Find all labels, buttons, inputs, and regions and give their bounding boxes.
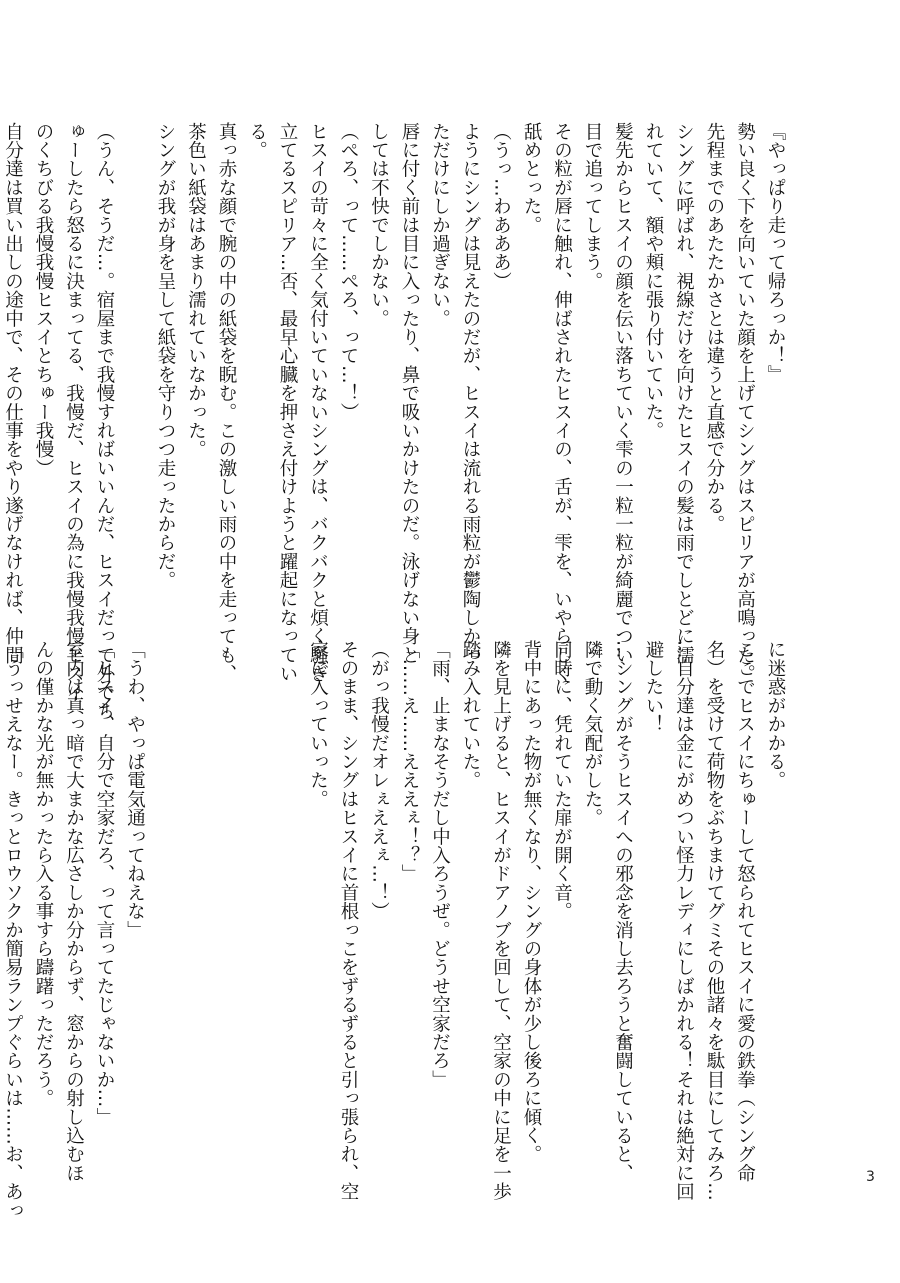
- upper-line: 『やっぱり走って帰ろっか！』: [765, 122, 786, 384]
- upper-line: [119, 122, 150, 622]
- upper-line: 髪先からヒスイの顔を伝い落ちていく雫の一粒一粒が綺麗でつい: [612, 122, 634, 665]
- lower-line: …自分達は金にがめつい怪力レディにしばかれる！それは絶対に回: [673, 640, 695, 1201]
- upper-line: シングに呼ばれ、視線だけを向けたヒスイの髪は雨でしとどに濡: [673, 122, 695, 665]
- lower-line: 「ヒスイ、自分で空家だろ、って言ってたじゃないか…」: [94, 640, 115, 1127]
- upper-line: ゅーしたら怒るに決まってる、我慢だ、ヒスイの為に我慢我慢ヒスイ: [63, 122, 85, 702]
- lower-line: [241, 640, 272, 1160]
- upper-line: れていて、額や頬に張り付いていた。: [643, 122, 664, 440]
- lower-line: に迷惑がかかる。: [765, 640, 786, 790]
- lower-line: 家に入っていった。: [307, 640, 329, 809]
- upper-line: 舐めとった。: [521, 122, 542, 235]
- lower-line: 名）を受けて荷物をぶちまけてグミその他諸々を駄目にしてみろ…: [704, 640, 725, 1201]
- upper-line: （ぺろ、って……ぺろ、って…！）: [338, 122, 359, 422]
- lower-line: （がっ我慢だオレぇええぇ…！）: [368, 640, 390, 921]
- upper-line: ようにシングは見えたのだが、ヒスイは流れる雨粒が鬱陶しかっ: [460, 122, 481, 665]
- lower-line: [180, 640, 211, 1160]
- upper-line: 唇に付く前は目に入ったり、鼻で吸いかけたのだ。泳げない身と: [399, 122, 420, 665]
- upper-line: 勢い良く下を向いていた顔を上げてシングはスピリアが高鳴った。: [734, 122, 756, 683]
- upper-line: その粒が唇に触れ、伸ばされたヒスイの、舌が、雫を、いやらしく: [551, 122, 573, 683]
- lower-line: ここでヒスイにちゅーして怒られてヒスイに愛の鉄拳（シング命: [734, 640, 756, 1183]
- lower-line: [272, 640, 303, 1160]
- upper-line: しては不快でしかない。: [368, 122, 390, 328]
- lower-line: 「雨、止まなそうだし中入ろうぜ。どうせ空家だろ」: [429, 640, 451, 1089]
- upper-line: 先程までのあたたかさとは違うと直感で分かる。: [704, 122, 725, 534]
- upper-line: 自分達は買い出しの途中で、その仕事をやり遂げなければ、仲間: [2, 122, 24, 665]
- lower-line: 「……え……えええぇ！？」: [399, 640, 420, 884]
- upper-line: 真っ赤な顔で腕の中の紙袋を睨む。この激しい雨の中を走っても、: [216, 122, 237, 683]
- lower-line: 室内は真っ暗で大まかな広さしか分からず、窓からの射し込むほ: [63, 640, 85, 1183]
- lower-line: 隣で動く気配がした。: [582, 640, 603, 827]
- upper-line: ただけにしか過ぎない。: [429, 122, 451, 328]
- lower-line: 同時に、凭れていた扉が開く音。: [551, 640, 573, 921]
- lower-line: …シングがそうヒスイへの邪念を消し去ろうと奮闘していると、: [612, 640, 634, 1183]
- lower-line: 避したい！: [643, 640, 664, 734]
- upper-line: 目で追ってしまう。: [582, 122, 603, 291]
- lower-line: [150, 640, 181, 1160]
- lower-text-block: [0, 640, 790, 1220]
- lower-line: 「うわ、やっぱ電気通ってねえな」: [124, 640, 146, 940]
- upper-line: る。: [246, 122, 268, 160]
- page-number: 3: [866, 1169, 875, 1185]
- lower-line: 踏み入れていた。: [460, 640, 481, 790]
- lower-line: [211, 640, 242, 1160]
- lower-line: 「うっせえなー。きっとロウソクか簡易ランプぐらいは……お、あっ: [2, 640, 24, 1220]
- lower-line: 背中にあった物が無くなり、シングの身体が少し後ろに傾く。: [521, 640, 542, 1164]
- upper-line: 立てるスピリア…否、最早心臓を押さえ付けようと躍起になってい: [277, 122, 298, 683]
- upper-line: ヒスイの苛々に全く気付いていないシングは、バクバクと煩く騒ぎ: [307, 122, 329, 683]
- lower-line: んの僅かな光が無かったら入る事すら躊躇っただろう。: [33, 640, 54, 1108]
- upper-line: （うっ…わあああ）: [490, 122, 512, 291]
- upper-line: （うん、そうだ…。宿屋まで我慢すればいいんだ、ヒスイだって外でち: [94, 122, 115, 721]
- upper-line: のくちびる我慢我慢ヒスイとちゅー我慢）: [33, 122, 54, 478]
- lower-line: そのまま、シングはヒスイに首根っこをずるずると引っ張られ、空: [338, 640, 359, 1201]
- upper-line: シングが我が身を呈して紙袋を守りつつ走ったからだ。: [155, 122, 176, 590]
- upper-line: 茶色い紙袋はあまり濡れていなかった。: [185, 122, 207, 459]
- lower-line: 隣を見上げると、ヒスイがドアノブを回して、空家の中に足を一歩: [490, 640, 512, 1201]
